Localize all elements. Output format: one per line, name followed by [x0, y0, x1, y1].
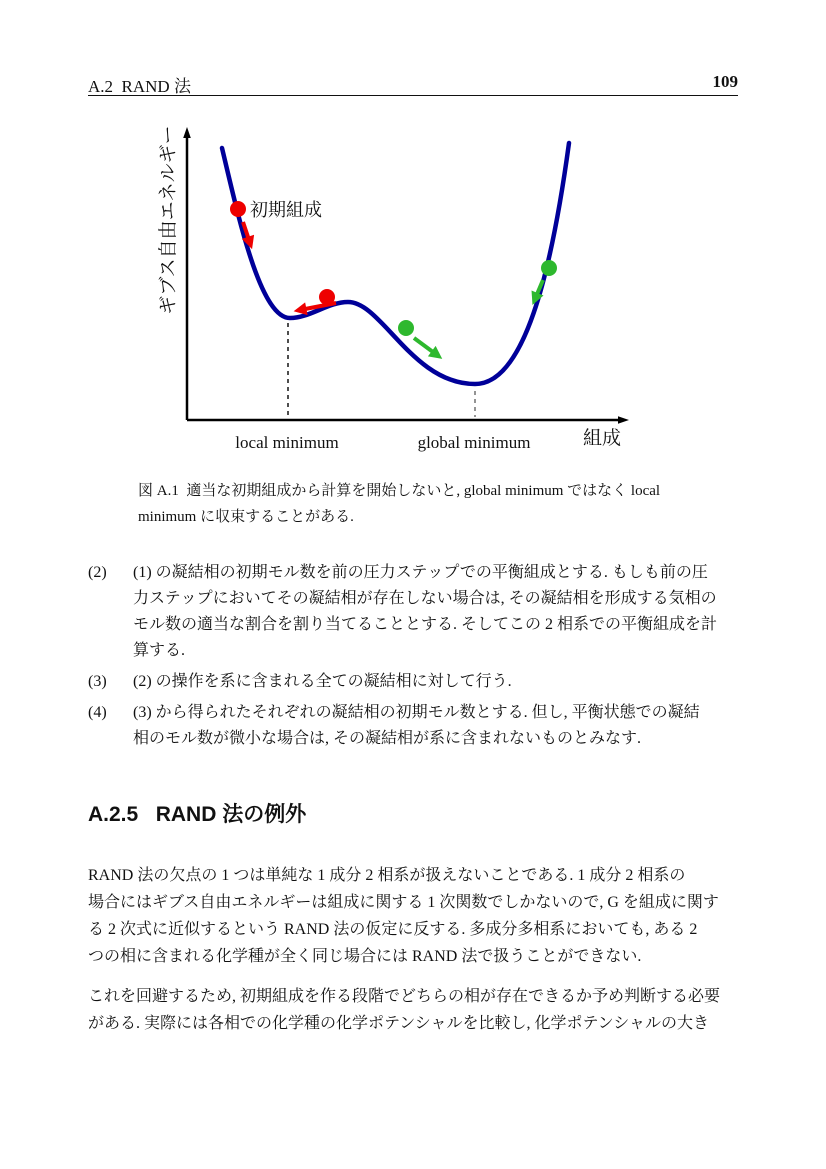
red-dot-near-local-max	[319, 289, 335, 305]
list-marker: (2)	[88, 564, 107, 581]
section-heading: A.2.5 RAND 法の例外	[88, 803, 307, 826]
figure-svg	[150, 110, 650, 460]
figure-caption	[138, 478, 708, 530]
list-marker: (3)	[88, 673, 107, 690]
local-minimum-label: local minimum	[235, 433, 339, 452]
initial-composition-dot	[230, 201, 246, 217]
page-number: 109	[712, 72, 738, 91]
text-line: 力ステップにおいてその凝結相が存在しない場合は, その凝結相を形成する気相の	[133, 590, 717, 607]
list-item-content	[133, 560, 740, 664]
list-item-content	[133, 669, 740, 695]
list-item-2	[88, 560, 740, 664]
procedure-list	[88, 560, 740, 752]
green-dot-right-slope	[541, 260, 557, 276]
text-line: モル数の適当な割合を割り当てることとする. そしてこの 2 相系での平衡組成を計	[133, 616, 718, 633]
text-line: 相のモル数が微小な場合は, その凝結相が系に含まれないものとみなす.	[133, 730, 642, 747]
green-descent-arrow-1	[414, 338, 437, 355]
header-rule	[88, 95, 738, 96]
green-dot-mid-slope	[398, 320, 414, 336]
text-line: つの相に含まれる化学種が全く同じ場合には RAND 法で扱うことができない.	[88, 948, 642, 965]
running-header	[88, 72, 738, 94]
body-paragraph-2	[88, 983, 740, 1037]
list-item-4	[88, 700, 740, 752]
gibbs-energy-curve	[222, 143, 569, 384]
text-line: る 2 次式に近似するという RAND 法の仮定に反する. 多成分多相系においても, ある 2	[88, 921, 698, 938]
body-paragraph-1	[88, 862, 740, 970]
caption-line: minimum に収束することがある.	[138, 509, 354, 525]
initial-composition-label: 初期組成	[250, 200, 322, 220]
text-line: (2) の操作を系に含まれる全ての凝結相に対して行う.	[133, 673, 512, 690]
figure-gibbs-energy-diagram	[150, 110, 650, 460]
global-minimum-label: global minimum	[417, 433, 531, 452]
list-marker: (4)	[88, 704, 107, 721]
y-axis-label: ギブス自由エネルギー	[158, 125, 179, 315]
x-axis-label: 組成	[583, 428, 622, 449]
text-line: (1) の凝結相の初期モル数を前の圧力ステップでの平衡組成とする. もしも前の圧	[133, 564, 708, 581]
running-header-section: A.2 RAND 法	[88, 77, 191, 96]
text-line: RAND 法の欠点の 1 つは単純な 1 成分 2 相系が扱えないことである. 1 成分 2 相系の	[88, 867, 686, 884]
caption-line: 図 A.1 適当な初期組成から計算を開始しないと, global minimum ではなく local	[138, 483, 661, 499]
list-item-content	[133, 700, 740, 752]
text-line: がある. 実際には各相での化学種の化学ポテンシャルを比較し, 化学ポテンシャルの大き	[88, 1015, 709, 1032]
text-line: (3) から得られたそれぞれの凝結相の初期モル数とする. 但し, 平衡状態での凝結	[133, 704, 700, 721]
text-line: 算する.	[133, 642, 186, 659]
text-line: 場合にはギブス自由エネルギーは組成に関する 1 次関数でしかないので, G を組成に関す	[88, 894, 719, 911]
list-item-3	[88, 669, 740, 695]
text-line: これを回避するため, 初期組成を作る段階でどちらの相が存在できるか予め判断する必要	[88, 988, 721, 1005]
